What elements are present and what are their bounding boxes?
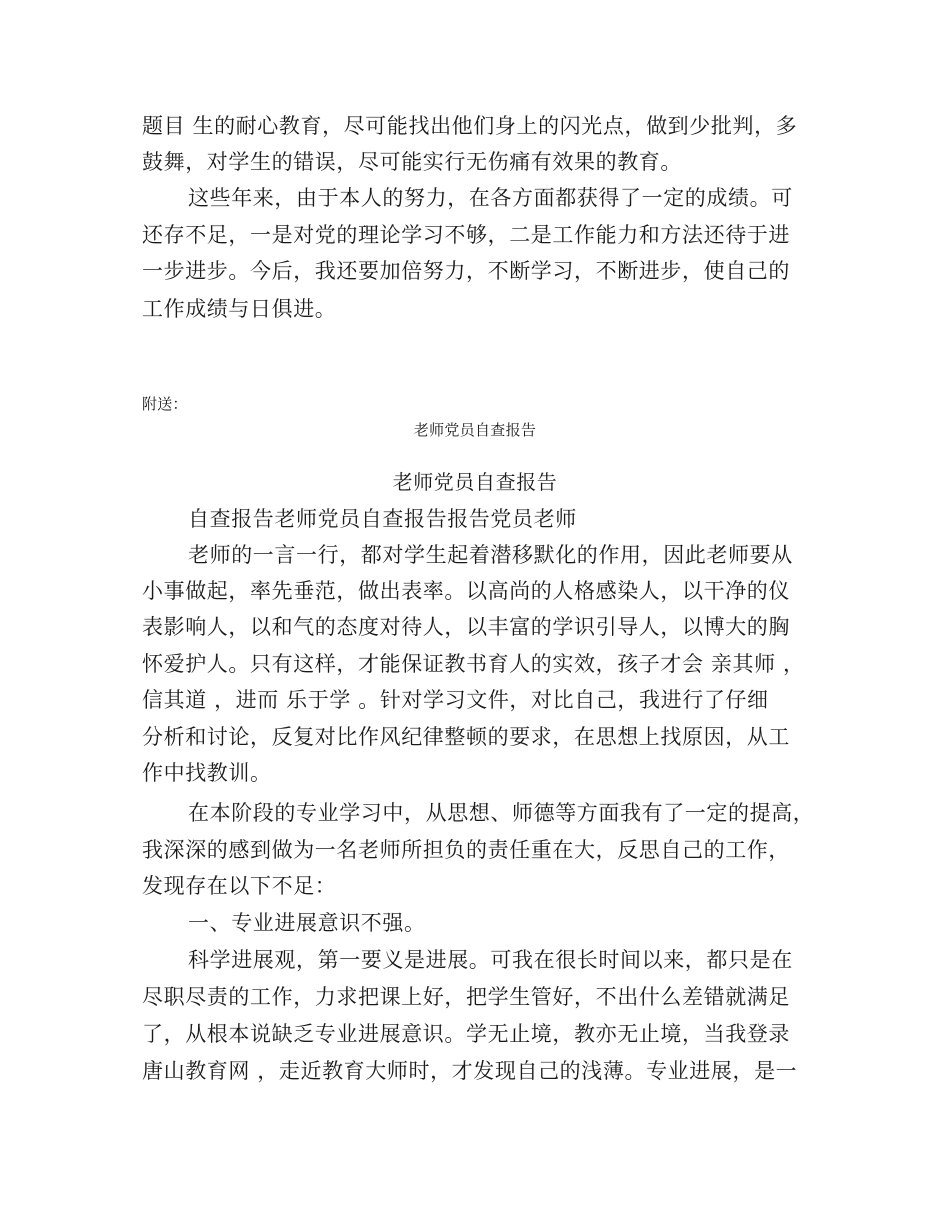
document-title: 老师党员自查报告 [392, 470, 558, 494]
paragraph-line: 我深深的感到做为一名老师所担负的责任重在大，反思自己的工作， [142, 838, 790, 862]
paragraph-line: 分析和讨论，反复对比作风纪律整顿的要求，在思想上找原因，从工 [142, 725, 790, 749]
paragraph-line: 小事做起，率先垂范，做出表率。以高尚的人格感染人，以干净的仪 [142, 579, 790, 603]
paragraph-line: 信其道 ，进而 乐于学 。针对学习文件，对比自己，我进行了仔细 [142, 688, 769, 712]
paragraph-line: 鼓舞，对学生的错误，尽可能实行无伤痛有效果的教育。 [142, 150, 682, 174]
appendix-small-title: 老师党员自查报告 [413, 421, 537, 439]
paragraph-line: 了，从根本说缺乏专业进展意识。学无止境，教亦无止境，当我登录 [142, 1022, 790, 1046]
appendix-label: 附送： [142, 395, 188, 413]
keywords-line: 自查报告老师党员自查报告报告党员老师 [188, 507, 577, 531]
paragraph-line: 工作成绩与日俱进。 [142, 297, 337, 321]
paragraph-line: 这些年来，由于本人的努力，在各方面都获得了一定的成绩。可 [188, 186, 793, 210]
paragraph-line: 还存不足，一是对党的理论学习不够，二是工作能力和方法还待于进 [142, 223, 790, 247]
paragraph-line: 一步进步。今后，我还要加倍努力，不断学习，不断进步，使自己的 [142, 259, 790, 283]
paragraph-line: 科学进展观，第一要义是进展。可我在很长时间以来，都只是在 [188, 948, 793, 972]
section-heading: 一、专业进展意识不强。 [188, 911, 426, 935]
paragraph-line: 老师的一言一行，都对学生起着潜移默化的作用，因此老师要从 [188, 543, 793, 567]
paragraph-line: 表影响人，以和气的态度对待人，以丰富的学识引导人，以博大的胸 [142, 615, 790, 639]
paragraph-line: 题目 生的耐心教育，尽可能找出他们身上的闪光点，做到少批判，多 [142, 114, 798, 138]
paragraph-line: 在本阶段的专业学习中，从思想、师德等方面我有了一定的提高， [188, 801, 815, 825]
paragraph-line: 发现存在以下不足： [142, 874, 337, 898]
paragraph-line: 尽职尽责的工作，力求把课上好，把学生管好，不出什么差错就满足 [142, 985, 790, 1009]
paragraph-line: 唐山教育网 ，走近教育大师时，才发现自己的浅薄。专业进展，是一 [142, 1059, 798, 1083]
paragraph-line: 怀爱护人。只有这样，才能保证教书育人的实效，孩子才会 亲其师 ， [142, 652, 805, 676]
paragraph-line: 作中找教训。 [142, 761, 272, 785]
